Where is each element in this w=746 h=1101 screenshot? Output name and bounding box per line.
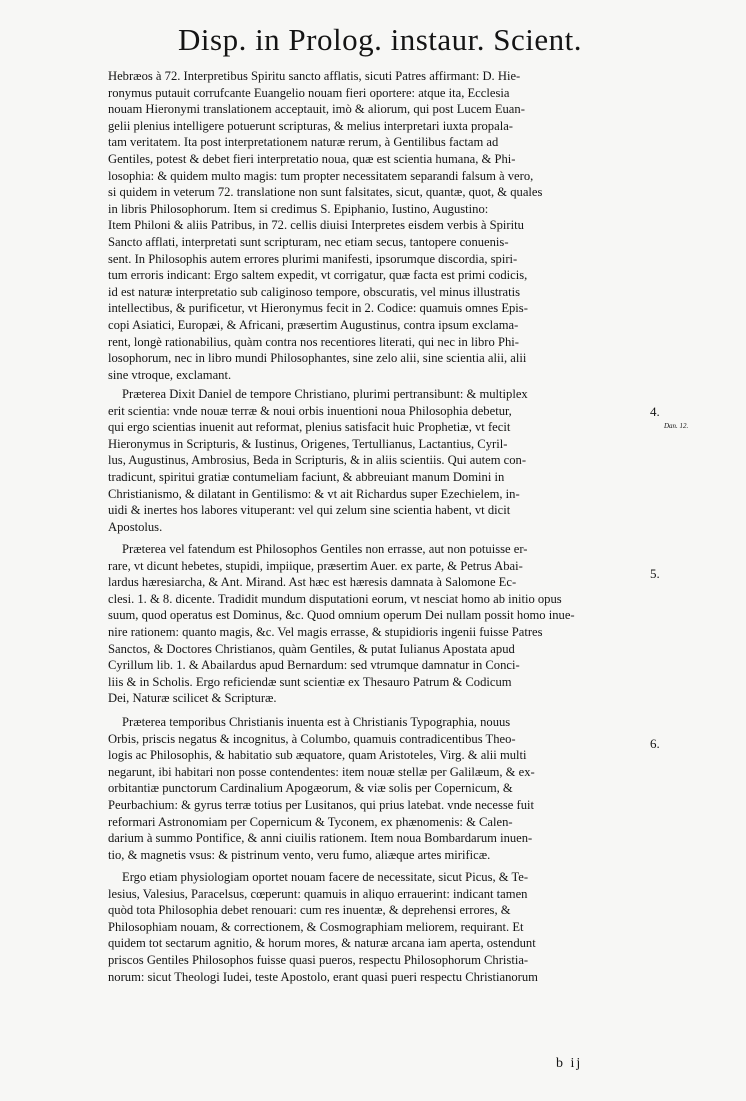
text-line: Cyrillum lib. 1. & Abailardus apud Bernardum: sed vtrumque damnatur in Conci-	[108, 658, 520, 673]
text-line: logis ac Philosophis, & habitatio sub æquatore, quam Aristoteles, Virg. & alii multi	[108, 748, 527, 763]
text-line: Hieronymus in Scripturis, & Iustinus, Origenes, Tertullianus, Lactantius, Cyril-	[108, 436, 508, 451]
text-line: rent, longè rationabilius, quàm contra nos recentiores literati, qui nec in libro Phi-	[108, 334, 519, 349]
text-line: lus, Augustinus, Ambrosius, Beda in Scripturis, & in aliis scientiis. Qui autem con-	[108, 453, 527, 468]
text-line: sent. In Philosophis autem errores plurimi manifesti, ipsorumque discordia, spiri-	[108, 251, 518, 266]
text-line: lesius, Valesius, Paracelsus, cœperunt: quamuis in aliquo errauerint: indicant tamen	[108, 886, 528, 901]
margin-number-5: 5.	[650, 566, 660, 581]
text-line: gelii plenius intelligere potuerunt scripturas, & melius interpretari iuxta propala-	[108, 118, 513, 133]
text-line: tum erroris indicant: Ergo saltem expedit, vt corrigatur, quæ facta est primi codicis,	[108, 268, 528, 283]
paragraph-4	[108, 714, 638, 863]
text-line: Item Philoni & aliis Patribus, in 72. cellis diuisi Interpretes eisdem verbis à Spiritu	[108, 218, 524, 233]
text-line: sine vtroque, exclamant.	[108, 367, 232, 382]
text-line: lardus hæresiarcha, & Ant. Mirand. Ast hæc est hæresis damnata à Salomone Ec-	[108, 575, 517, 590]
text-line: Gentiles, potest & debet fieri interpretatio noua, quæ est scientia humana, & Phi-	[108, 151, 516, 166]
text-line: quòd tota Philosophia debet renouari: cum res inuentæ, & deprehensi errores, &	[108, 903, 511, 918]
text-line: rare, vt dicunt hebetes, stupidi, impiique, præsertim Auer. ex parte, & Petrus Abai-	[108, 558, 523, 573]
text-line: priscos Gentiles Philosophos fuisse quasi pueros, respectu Philosophorum Christia-	[108, 952, 529, 967]
text-line: qui ergo scientias inuenit aut reformat, plenius satisfacit huic Prophetiæ, vt fecit	[108, 420, 511, 435]
text-line: losophia: & quidem multo magis: tum propter necessitatem separandi falsum à vero,	[108, 168, 534, 183]
text-line: Præterea Dixit Daniel de tempore Christiano, plurimi pertransibunt: & multiplex	[122, 387, 528, 401]
text-line: suum, quod operatus est Dominus, &c. Quod omnium operum Dei nullam possit homo inue-	[108, 608, 575, 623]
text-line: Christianismo, & dilatant in Gentilismo: & vt ait Richardus super Ezechielem, in-	[108, 486, 520, 501]
text-line: Præterea temporibus Christianis inuenta est à Christianis Typographia, nouus	[122, 715, 511, 729]
text-line: losophorum, nec in libro mundi Philosophantes, sine zelo alii, sine scientia alii, alii	[108, 351, 527, 366]
text-line: Præterea vel fatendum est Philosophos Gentiles non errasse, aut non potuisse er-	[122, 542, 528, 556]
text-line: si quidem in veterum 72. translatione non sunt falsitates, sicut, quantæ, quot, & quales	[108, 185, 543, 200]
text-line: orbitantiæ punctorum Cardinalium Apogæorum, & viæ solis per Copernicum, &	[108, 781, 513, 796]
paragraph-2	[108, 386, 638, 535]
text-line: ronymus putauit corrufcante Euangelio nouam fieri oportere: atque ita, Ecclesia	[108, 85, 510, 100]
text-line: Sanctos, & Doctores Christianos, quàm Gentiles, & putat Iulianus Apostata apud	[108, 641, 515, 656]
text-line: tio, & magnetis vsus: & pistrinum vento, veru fumo, aliæque artes mirificæ.	[108, 847, 491, 862]
text-line: intellectibus, & purificetur, vt Hieronymus fecit in 2. Codice: quamuis omnes Epis-	[108, 301, 528, 316]
text-line: Orbis, priscis negatus & incognitus, à Columbo, quamuis contradicentibus Theo-	[108, 731, 516, 746]
signature-mark: b ij	[556, 1056, 583, 1071]
text-line: erit scientia: vnde nouæ terræ & noui orbis inuentioni noua Philosophia debetur,	[108, 403, 512, 418]
margin-reference: Dan. 12.	[664, 422, 689, 430]
text-line: tradicunt, spiritui gratiæ contumeliam faciunt, & abbreuiant manum Domini in	[108, 469, 505, 484]
text-line: Peurbachium: & gyrus terræ totius per Lusitanos, qui prius latebat. vnde necesse fuit	[108, 797, 534, 812]
text-line: id est naturæ interpretatio sub caliginoso tempore, obscuratis, vel minus illustratis	[108, 284, 521, 299]
text-line: Hebræos à 72. Interpretibus Spiritu sancto afflatis, sicuti Patres affirmant: D. Hie-	[108, 69, 521, 83]
margin-number-4: 4.	[650, 404, 660, 419]
text-line: nouam Hieronymi translationem acceptauit, imò & aliorum, qui post Lucem Euan-	[108, 102, 525, 117]
paragraph-1	[108, 68, 638, 383]
text-line: quidem tot sectarum agnitio, & horum mores, & naturæ arcana iam aperta, ostendunt	[108, 936, 536, 951]
text-line: uidi & inertes hos labores vituperant: vel qui zelum sine scientia habent, vt dicit	[108, 503, 511, 518]
text-line: Dei, Naturæ scilicet & Scripturæ.	[108, 691, 277, 706]
text-line: Ergo etiam physiologiam oportet nouam facere de necessitate, sicut Picus, & Te-	[122, 870, 529, 884]
text-line: norum: sicut Theologi Iudei, teste Apostolo, erant quasi pueri respectu Christianorum	[108, 969, 538, 984]
text-line: Apostolus.	[108, 519, 163, 534]
text-line: Sancto afflati, interpretati sunt scripturam, nec etiam secus, tantopere conuenis-	[108, 234, 509, 249]
text-line: liis & in Scholis. Ergo reficiendæ sunt scientiæ ex Thesauro Patrum & Codicum	[108, 674, 512, 689]
text-line: tam veritatem. Ita post interpretationem naturæ rerum, à Gentilibus factam ad	[108, 135, 499, 150]
text-line: nire rationem: quanto magis, &c. Vel magis errasse, & stupidioris ingenii fuisse Patres	[108, 624, 543, 639]
text-line: clesi. 1. & 8. dicente. Tradidit mundum disputationi eorum, vt nesciat homo ab initio opus	[108, 591, 562, 606]
running-header: Disp. in Prolog. instaur. Scient.	[178, 22, 582, 57]
text-line: copi Asiatici, Europæi, & Africani, præsertim Augustinus, contra ipsum exclama-	[108, 317, 519, 332]
paragraph-3	[108, 541, 638, 707]
text-line: negarunt, ibi habitari non posse contendentes: item nouæ stellæ per Galilæum, & ex-	[108, 764, 535, 779]
text-line: Philosophiam nouam, & correctionem, & Cosmographiam meliorem, requirant. Et	[108, 919, 524, 934]
margin-number-6: 6.	[650, 736, 660, 751]
text-line: in libris Philosophorum. Item si credimus S. Epiphanio, Iustino, Augustino:	[108, 201, 489, 216]
paragraph-5	[108, 869, 638, 985]
text-line: reformari Astronomiam per Copernicum & Tyconem, ex phænomenis: & Calen-	[108, 814, 513, 829]
text-line: darium à summo Pontifice, & anni ciuilis rationem. Item noua Bombardarum inuen-	[108, 831, 533, 846]
